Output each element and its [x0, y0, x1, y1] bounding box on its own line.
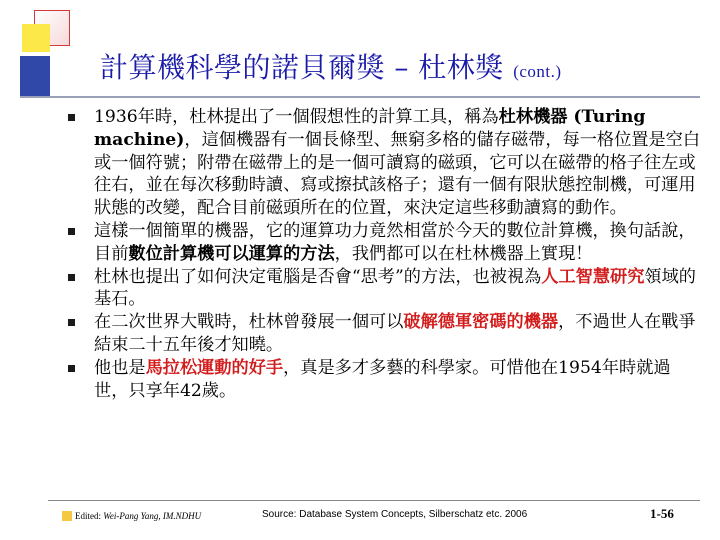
slide-title-suffix: (cont.) [513, 62, 562, 81]
footer-logo-icon [62, 511, 72, 521]
bullet-emphasis-text: 杜林機器 (Turing machine) [94, 107, 646, 150]
footer-editor [62, 511, 201, 521]
bullet-square-icon [68, 319, 75, 326]
page-number: 1-56 [650, 506, 674, 521]
footer-source: Source: Database System Concepts, Silberschatz etc. 2006 [262, 509, 528, 520]
bullet-text: ，我們都可以在杜林機器上實現！ [334, 243, 593, 264]
corner-decoration-yellow-square [22, 24, 50, 52]
slide-title-text: 計算機科學的諾貝爾獎 – 杜林獎 [100, 51, 504, 84]
bullet-emphasis-text: 人工智慧研究 [541, 266, 645, 287]
bullet-emphasis-text: 數位計算機可以運算的方法 [128, 243, 335, 264]
footer-editor-name: Wei-Pang Yang, IM.NDHU [103, 511, 202, 521]
corner-decoration-blue-bar [20, 56, 50, 96]
bullet-emphasis-text: 馬拉松運動的好手 [145, 357, 284, 378]
bullet-text: ，真是多才多藝的科學家。可惜他在1954年時就過世，只享年42歲。 [94, 357, 671, 401]
title-underline-divider [20, 96, 700, 98]
bullet-square-icon [68, 365, 75, 372]
bullet-item [62, 106, 702, 220]
bullet-emphasis-text: 破解德軍密碼的機器 [403, 312, 559, 333]
footer-edited-label: Edited: [75, 511, 101, 521]
bullet-square-icon [68, 228, 75, 235]
bullet-item [62, 357, 702, 403]
bullet-square-icon [68, 114, 75, 121]
slide-title [100, 46, 562, 86]
bullet-text: ，這個機器有一個長條型、無窮多格的儲存磁帶，每一格位置是空白或一個符號；附帶在磁帶上的是一個可讀寫的磁頭，它可以在磁帶的格子往左或往右，並在每次移動時讀、寫或擦拭該格子；還有一個有限狀態控制機，可運用狀態的改變，配合目前磁頭所在的位置，來決定這些移動讀寫的動作。 [94, 129, 701, 219]
bullet-square-icon [68, 274, 75, 281]
bullet-text: 1936年時，杜林提出了一個假想性的計算工具，稱為 [94, 107, 499, 127]
bullet-text: 這樣一個簡單的機器，它的運算功力竟然相當於今天的數位計算機，換句話說，目前 [94, 220, 696, 264]
bullet-list [62, 106, 702, 402]
bullet-item [62, 220, 702, 266]
bullet-item [62, 266, 702, 312]
bullet-text: ，不過世人在戰爭結束二十五年後才知曉。 [94, 312, 696, 355]
bullet-text: 杜林也提出了如何決定電腦是否會“思考”的方法，也被視為 [94, 266, 542, 287]
footer-divider [48, 500, 700, 501]
bullet-text: 領域的基石。 [94, 266, 696, 310]
bullet-text: 他也是 [94, 357, 146, 378]
bullet-text: 在二次世界大戰時，杜林曾發展一個可以 [94, 312, 404, 333]
bullet-item [62, 311, 702, 357]
